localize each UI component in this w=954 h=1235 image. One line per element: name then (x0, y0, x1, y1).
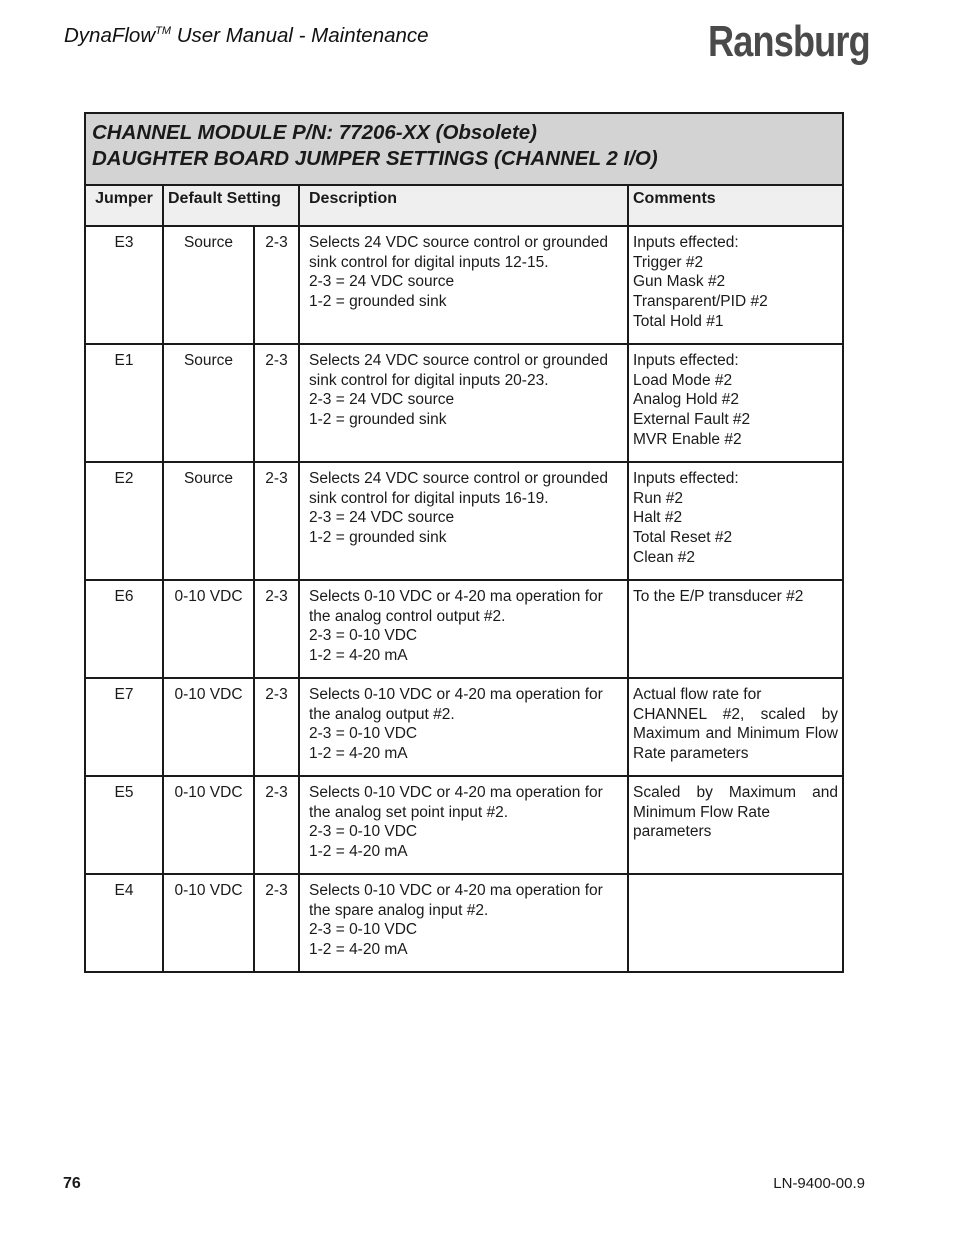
description-line: 1-2 = grounded sink (309, 293, 447, 311)
jumper-cell: E6 (85, 580, 163, 678)
comment-line: Rate parameters (633, 745, 749, 763)
jumper-position-cell: 2-3 (254, 874, 299, 972)
description-line: Selects 0-10 VDC or 4-20 ma operation for (309, 784, 603, 801)
description-line: Selects 0-10 VDC or 4-20 ma operation for (309, 686, 603, 703)
comment-line: Inputs effected: (633, 352, 739, 369)
comment-line: Scaled by Maximum and (633, 784, 838, 801)
jumper-cell: E7 (85, 678, 163, 776)
product-name: DynaFlow (64, 24, 156, 47)
column-header-comments: Comments (628, 185, 843, 226)
description-line: sink control for digital inputs 20-23. (309, 371, 549, 389)
description-cell (299, 344, 628, 462)
description-line: 2-3 = 24 VDC source (309, 509, 455, 527)
comment-line: MVR Enable #2 (633, 430, 742, 448)
description-line: 2-3 = 0-10 VDC (309, 921, 418, 939)
comments-cell (628, 226, 843, 344)
table-title (85, 113, 843, 185)
table-row (85, 776, 843, 874)
description-line: 1-2 = 4-20 mA (309, 647, 408, 665)
description-line: 1-2 = 4-20 mA (309, 941, 408, 959)
comment-line: Inputs effected: (633, 234, 739, 251)
jumper-position-cell: 2-3 (254, 462, 299, 580)
page-header-title (64, 24, 429, 48)
description-line: the analog output #2. (309, 705, 455, 723)
jumper-position-cell: 2-3 (254, 344, 299, 462)
description-line: the analog control output #2. (309, 607, 506, 625)
comment-line: To the E/P transducer #2 (633, 588, 804, 605)
description-cell (299, 226, 628, 344)
jumper-position-cell: 2-3 (254, 580, 299, 678)
table-row (85, 678, 843, 776)
comments-cell (628, 344, 843, 462)
description-cell (299, 462, 628, 580)
comment-line: Maximum and Minimum Flow (633, 725, 838, 743)
comments-cell (628, 580, 843, 678)
comments-cell (628, 462, 843, 580)
description-line: Selects 0-10 VDC or 4-20 ma operation for (309, 882, 603, 899)
jumper-cell: E3 (85, 226, 163, 344)
table-title-line-1: CHANNEL MODULE P/N: 77206-XX (Obsolete) (92, 121, 538, 144)
comment-line: Analog Hold #2 (633, 391, 739, 409)
description-line: 2-3 = 0-10 VDC (309, 627, 418, 645)
comment-line: External Fault #2 (633, 411, 751, 429)
manual-section: User Manual - Maintenance (171, 24, 429, 47)
jumper-position-cell: 2-3 (254, 226, 299, 344)
description-cell (299, 678, 628, 776)
comment-line: Transparent/PID #2 (633, 293, 768, 311)
column-header-jumper: Jumper (85, 185, 163, 226)
jumper-position-cell: 2-3 (254, 678, 299, 776)
comment-line: Gun Mask #2 (633, 273, 726, 291)
comment-line: Halt #2 (633, 509, 683, 527)
description-line: sink control for digital inputs 12-15. (309, 253, 549, 271)
description-line: the spare analog input #2. (309, 901, 489, 919)
default-setting-cell: Source (163, 344, 254, 462)
document-code: LN-9400-00.9 (773, 1175, 865, 1192)
description-line: 2-3 = 0-10 VDC (309, 725, 418, 743)
description-cell (299, 874, 628, 972)
comment-line: Minimum Flow Rate (633, 803, 770, 821)
default-setting-cell: 0-10 VDC (163, 678, 254, 776)
default-setting-cell: 0-10 VDC (163, 776, 254, 874)
default-setting-cell: 0-10 VDC (163, 874, 254, 972)
default-setting-cell: Source (163, 462, 254, 580)
description-line: 2-3 = 24 VDC source (309, 273, 455, 291)
comment-line: CHANNEL #2, scaled by (633, 705, 838, 723)
jumper-cell: E2 (85, 462, 163, 580)
comment-line: Load Mode #2 (633, 371, 733, 389)
jumper-cell: E1 (85, 344, 163, 462)
comments-cell (628, 678, 843, 776)
description-line: the analog set point input #2. (309, 803, 509, 821)
description-line: sink control for digital inputs 16-19. (309, 489, 549, 507)
description-line: 2-3 = 24 VDC source (309, 391, 455, 409)
jumper-cell: E4 (85, 874, 163, 972)
default-setting-cell: 0-10 VDC (163, 580, 254, 678)
default-setting-cell: Source (163, 226, 254, 344)
comment-line: Total Reset #2 (633, 529, 733, 547)
table-row (85, 874, 843, 972)
description-line: Selects 0-10 VDC or 4-20 ma operation for (309, 588, 603, 605)
table-title-line-2: DAUGHTER BOARD JUMPER SETTINGS (CHANNEL 2 I/O) (92, 147, 658, 170)
table-body (85, 226, 843, 972)
comment-line: Inputs effected: (633, 470, 739, 487)
description-line: 2-3 = 0-10 VDC (309, 823, 418, 841)
description-cell (299, 776, 628, 874)
description-line: Selects 24 VDC source control or grounded (309, 352, 608, 369)
description-line: Selects 24 VDC source control or grounded (309, 470, 608, 487)
comment-line: parameters (633, 823, 712, 841)
description-line: 1-2 = grounded sink (309, 529, 447, 547)
comment-line: Actual flow rate for (633, 686, 762, 703)
comment-line: Trigger #2 (633, 253, 704, 271)
jumper-settings-table (84, 112, 844, 973)
description-line: 1-2 = 4-20 mA (309, 745, 408, 763)
comments-cell (628, 874, 843, 972)
description-line: 1-2 = 4-20 mA (309, 843, 408, 861)
jumper-position-cell: 2-3 (254, 776, 299, 874)
trademark-mark: TM (155, 25, 172, 37)
ransburg-logo: Ransburg (708, 17, 870, 66)
column-header-row (85, 185, 843, 226)
table-row (85, 344, 843, 462)
table-row (85, 580, 843, 678)
comments-cell (628, 776, 843, 874)
comment-line: Run #2 (633, 489, 683, 507)
table-title-row (85, 113, 843, 185)
description-line: Selects 24 VDC source control or grounded (309, 234, 608, 251)
comment-line: Clean #2 (633, 548, 696, 566)
description-cell (299, 580, 628, 678)
column-header-description: Description (299, 185, 628, 226)
column-header-default-setting: Default Setting (163, 185, 299, 226)
comment-line: Total Hold #1 (633, 312, 724, 330)
table-row (85, 462, 843, 580)
jumper-cell: E5 (85, 776, 163, 874)
table-row (85, 226, 843, 344)
page-number: 76 (63, 1175, 81, 1192)
description-line: 1-2 = grounded sink (309, 411, 447, 429)
